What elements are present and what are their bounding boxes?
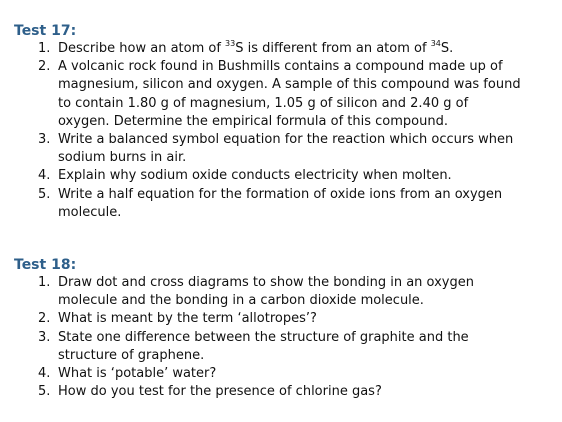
question-number: 3. xyxy=(38,132,51,148)
question-number: 5. xyxy=(38,384,51,400)
test-17-question-5 xyxy=(14,186,544,222)
question-text-line: magnesium, silicon and oxygen. A sample of this compound was found xyxy=(58,77,521,93)
test-17-title: Test 17: xyxy=(14,23,77,39)
test-18-title: Test 18: xyxy=(14,257,77,273)
test-18-question-4 xyxy=(14,365,544,383)
question-text-line: State one difference between the structure of graphite and the xyxy=(58,329,469,345)
question-number: 3. xyxy=(38,329,51,345)
question-number: 4. xyxy=(38,168,51,184)
test-18-question-2 xyxy=(14,310,544,328)
question-text-line: Write a balanced symbol equation for the reaction which occurs when xyxy=(58,132,514,148)
question-text-part: Describe how an atom of xyxy=(58,41,226,56)
test-17-question-1 xyxy=(14,40,544,58)
question-text-line: What is meant by the term ‘allotropes’? xyxy=(58,311,317,327)
question-text-line: structure of graphene. xyxy=(58,347,205,363)
question-text xyxy=(58,40,544,58)
question-text-line: molecule. xyxy=(58,204,122,220)
question-text-line: Draw dot and cross diagrams to show the bonding in an oxygen xyxy=(58,275,474,290)
question-number: 1. xyxy=(38,275,51,290)
question-number: 4. xyxy=(38,366,51,382)
question-text-part: S. xyxy=(440,41,454,56)
test-17-question-4 xyxy=(14,167,544,185)
question-number: 1. xyxy=(38,41,51,56)
question-text-line: to contain 1.80 g of magnesium, 1.05 g of silicon and 2.40 g of xyxy=(58,95,469,111)
question-text-line: molecule and the bonding in a carbon dioxide molecule. xyxy=(58,293,424,309)
test-18-question-1 xyxy=(14,274,544,310)
test-18-question-5 xyxy=(14,383,544,401)
mass-number-superscript: 33 xyxy=(225,39,236,48)
question-number: 2. xyxy=(38,59,51,75)
test-17-question-3 xyxy=(14,131,544,167)
question-text-part: S is different from an atom of xyxy=(235,41,431,56)
test-17-question-list xyxy=(14,40,544,222)
test-18-question-3 xyxy=(14,329,544,365)
mass-number-superscript: 34 xyxy=(430,39,441,48)
test-18-section xyxy=(14,256,544,401)
question-text-line: A volcanic rock found in Bushmills contains a compound made up of xyxy=(58,59,503,75)
question-text-line: oxygen. Determine the empirical formula of this compound. xyxy=(58,113,448,129)
test-18-question-list xyxy=(14,274,544,401)
question-text-line: sodium burns in air. xyxy=(58,150,187,166)
question-text-line: What is ‘potable’ water? xyxy=(58,366,217,382)
question-text-line: How do you test for the presence of chlorine gas? xyxy=(58,384,382,400)
question-number: 5. xyxy=(38,186,51,202)
test-17-question-2 xyxy=(14,58,544,131)
question-text-line: Explain why sodium oxide conducts electricity when molten. xyxy=(58,168,452,184)
question-text-line: Write a half equation for the formation of oxide ions from an oxygen xyxy=(58,186,503,202)
question-number: 2. xyxy=(38,311,51,327)
test-17-section xyxy=(14,22,544,222)
